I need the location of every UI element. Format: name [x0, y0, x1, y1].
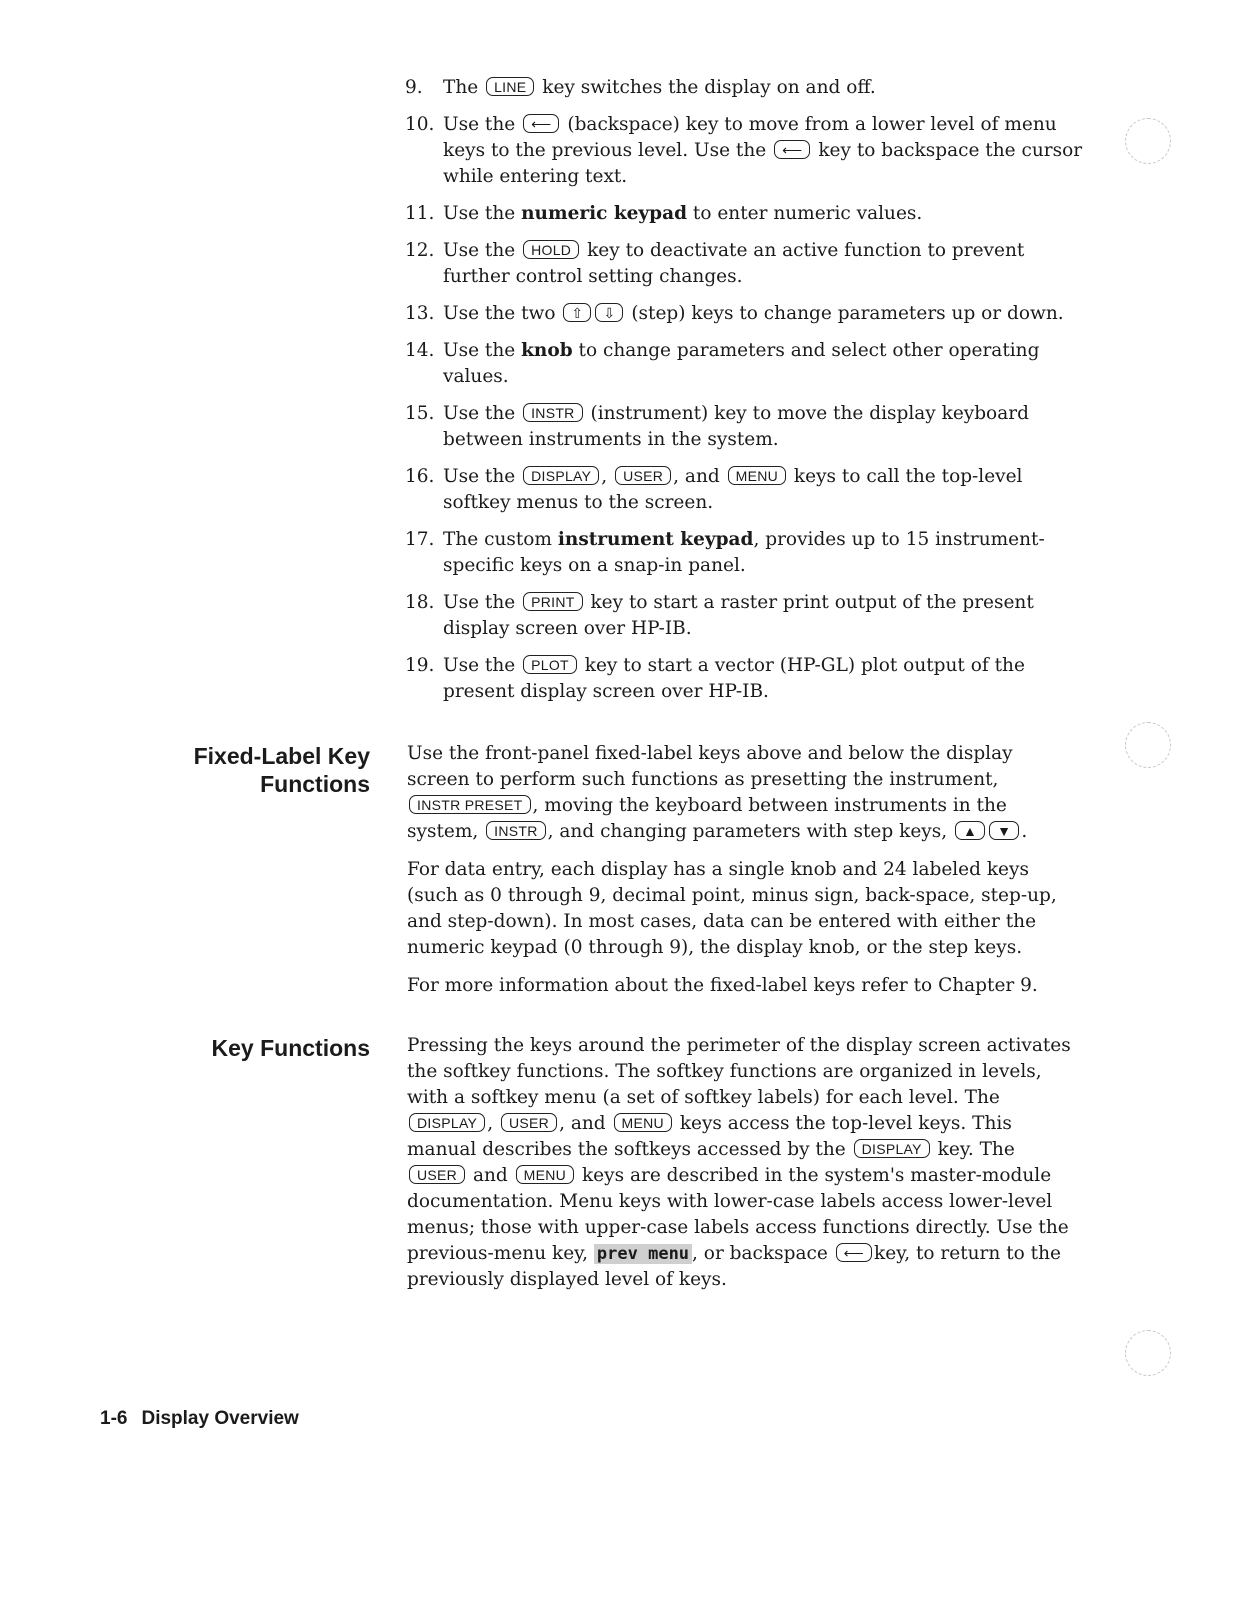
hardkey-label: PLOT — [523, 655, 577, 674]
body-text: . — [1021, 821, 1028, 842]
paragraph — [407, 857, 1077, 961]
body-text: keys to call the top-level softkey menus to the screen. — [443, 466, 1023, 513]
hardkey-label: HOLD — [523, 240, 579, 259]
body-text: The custom — [443, 529, 558, 550]
fixed-label-heading-line2: Functions — [260, 771, 370, 797]
list-item-number: 14. — [405, 340, 435, 361]
list-item-text — [443, 75, 1085, 101]
body-text: Use the — [443, 655, 522, 676]
body-text: Use the — [443, 340, 522, 361]
hardkey-label: DISPLAY — [409, 1113, 485, 1132]
hardkey-label: INSTR — [486, 821, 546, 840]
body-text: key to deactivate an active function to prevent further control setting changes. — [443, 240, 1025, 287]
list-item — [405, 301, 1085, 327]
hardkey-label: MENU — [728, 466, 786, 485]
list-item-text — [443, 301, 1085, 327]
list-item — [405, 401, 1085, 453]
body-text: Use the — [443, 592, 522, 613]
list-item — [405, 653, 1085, 705]
list-item-number: 9. — [405, 77, 423, 98]
binder-hole — [1125, 722, 1171, 768]
body-text: (backspace) key to move from a lower level of menu keys to the previous level. Use the — [443, 114, 1057, 161]
list-item-number: 17. — [405, 529, 435, 550]
list-item-text — [443, 590, 1085, 642]
list-item-number: 19. — [405, 655, 435, 676]
hardkey-label: ⟵ — [774, 140, 810, 159]
list-item — [405, 201, 1085, 227]
fixed-label-heading-line1: Fixed-Label Key — [193, 743, 370, 769]
list-item-text — [443, 238, 1085, 290]
hardkey-label: ⟵ — [836, 1243, 872, 1262]
hardkey-label: ⟵ — [523, 114, 559, 133]
body-text: Pressing the keys around the perimeter of the display screen activates the softkey functions. The softkey functions are organized in levels, with a softkey menu (a set of softkey labels) for each level. The — [407, 1035, 1071, 1108]
body-text: Use the two — [443, 303, 562, 324]
body-text: and — [467, 1165, 514, 1186]
hardkey-label: ▲ — [955, 821, 985, 840]
body-text: key to start a raster print output of the present display screen over HP-IB. — [443, 592, 1034, 639]
list-item — [405, 75, 1085, 101]
body-text: , provides up to 15 instrument-specific keys on a snap-in panel. — [443, 529, 1045, 576]
list-item — [405, 527, 1085, 579]
body-text: For more information about the fixed-label keys refer to Chapter 9. — [407, 975, 1038, 996]
key-functions-heading: Key Functions — [211, 1035, 370, 1061]
body-text: , or backspace — [692, 1243, 834, 1264]
list-item-number: 13. — [405, 303, 435, 324]
page-number: 1-6 — [100, 1408, 128, 1429]
list-item-number: 18. — [405, 592, 435, 613]
body-text: Use the front-panel fixed-label keys above and below the display screen to perform such functions as presetting the instrument, — [407, 743, 1013, 790]
list-item — [405, 238, 1085, 290]
body-text: Use the — [443, 240, 522, 261]
list-item-text — [443, 401, 1085, 453]
body-text: key, to return to the previously displayed level of keys. — [407, 1243, 1061, 1290]
hardkey-label: DISPLAY — [523, 466, 599, 485]
list-item — [405, 464, 1085, 516]
hardkey-label: INSTR — [523, 403, 583, 422]
body-text: keys are described in the system's master-module documentation. Menu keys with lower-case labels access lower-level menus; those with upper-case labels access functions directly. Use the previous-menu key, — [407, 1165, 1069, 1264]
list-item-number: 16. — [405, 466, 435, 487]
fixed-label-section — [407, 741, 1077, 1011]
key-functions-section — [407, 1033, 1077, 1305]
hardkey-label: LINE — [486, 77, 534, 96]
list-item-text — [443, 527, 1085, 579]
hardkey-label: USER — [615, 466, 671, 485]
hardkey-label: DISPLAY — [854, 1139, 930, 1158]
bold-term: instrument keypad — [557, 529, 754, 550]
body-text: , and — [559, 1113, 612, 1134]
paragraph — [407, 973, 1077, 999]
list-item-text — [443, 112, 1085, 190]
body-text: , — [601, 466, 614, 487]
list-item-number: 11. — [405, 203, 435, 224]
softkey-label: prev menu — [594, 1244, 692, 1264]
body-text: , and changing parameters with step keys, — [547, 821, 953, 842]
list-item-text — [443, 464, 1085, 516]
body-text: to enter numeric values. — [687, 203, 923, 224]
body-text: (instrument) key to move the display keyboard between instruments in the system. — [443, 403, 1029, 450]
hardkey-label: INSTR PRESET — [409, 795, 531, 814]
body-text: Use the — [443, 203, 522, 224]
body-text: to change parameters and select other operating values. — [443, 340, 1040, 387]
hardkey-label: PRINT — [523, 592, 583, 611]
page-footer — [100, 1408, 299, 1430]
body-text: key switches the display on and off. — [536, 77, 876, 98]
list-item-number: 12. — [405, 240, 435, 261]
bold-term: knob — [521, 340, 573, 361]
binder-hole — [1125, 118, 1171, 164]
body-text: keys access the top-level keys. This manual describes the softkeys accessed by the — [407, 1113, 1012, 1160]
list-item — [405, 590, 1085, 642]
body-text: key to start a vector (HP-GL) plot output of the present display screen over HP-IB. — [443, 655, 1025, 702]
body-text: key. The — [931, 1139, 1015, 1160]
hardkey-label: USER — [409, 1165, 465, 1184]
list-item-text — [443, 201, 1085, 227]
bold-term: numeric keypad — [521, 203, 688, 224]
hardkey-label: ⇧ — [563, 303, 591, 322]
body-text: Use the — [443, 466, 522, 487]
paragraph — [407, 1033, 1077, 1293]
body-text: (step) keys to change parameters up or down. — [625, 303, 1064, 324]
fixed-label-heading — [194, 742, 370, 798]
hardkey-label: MENU — [516, 1165, 574, 1184]
paragraph — [407, 741, 1077, 845]
list-item-text — [443, 338, 1085, 390]
list-item — [405, 338, 1085, 390]
body-text: , — [487, 1113, 499, 1134]
hardkey-label: USER — [501, 1113, 557, 1132]
body-text: key to backspace the cursor while entering text. — [443, 140, 1083, 187]
hardkey-label: ▼ — [989, 821, 1019, 840]
list-item-number: 10. — [405, 114, 435, 135]
footer-title: Display Overview — [141, 1408, 299, 1429]
numbered-steps-list — [405, 75, 1085, 716]
list-item-number: 15. — [405, 403, 435, 424]
hardkey-label: ⇩ — [595, 303, 623, 322]
binder-hole — [1125, 1330, 1171, 1376]
body-text: The — [443, 77, 485, 98]
hardkey-label: MENU — [614, 1113, 672, 1132]
body-text: , and — [673, 466, 726, 487]
body-text: For data entry, each display has a single knob and 24 labeled keys (such as 0 through 9, decimal point, minus sign, back-space, step-up, and step-down). In most cases, data can be entered with either the numeric keypad (0 through 9), the display knob, or the step keys. — [407, 859, 1057, 958]
list-item — [405, 112, 1085, 190]
body-text: Use the — [443, 114, 522, 135]
body-text: , moving the keyboard between instruments in the system, — [407, 795, 1007, 842]
list-item-text — [443, 653, 1085, 705]
body-text: Use the — [443, 403, 522, 424]
